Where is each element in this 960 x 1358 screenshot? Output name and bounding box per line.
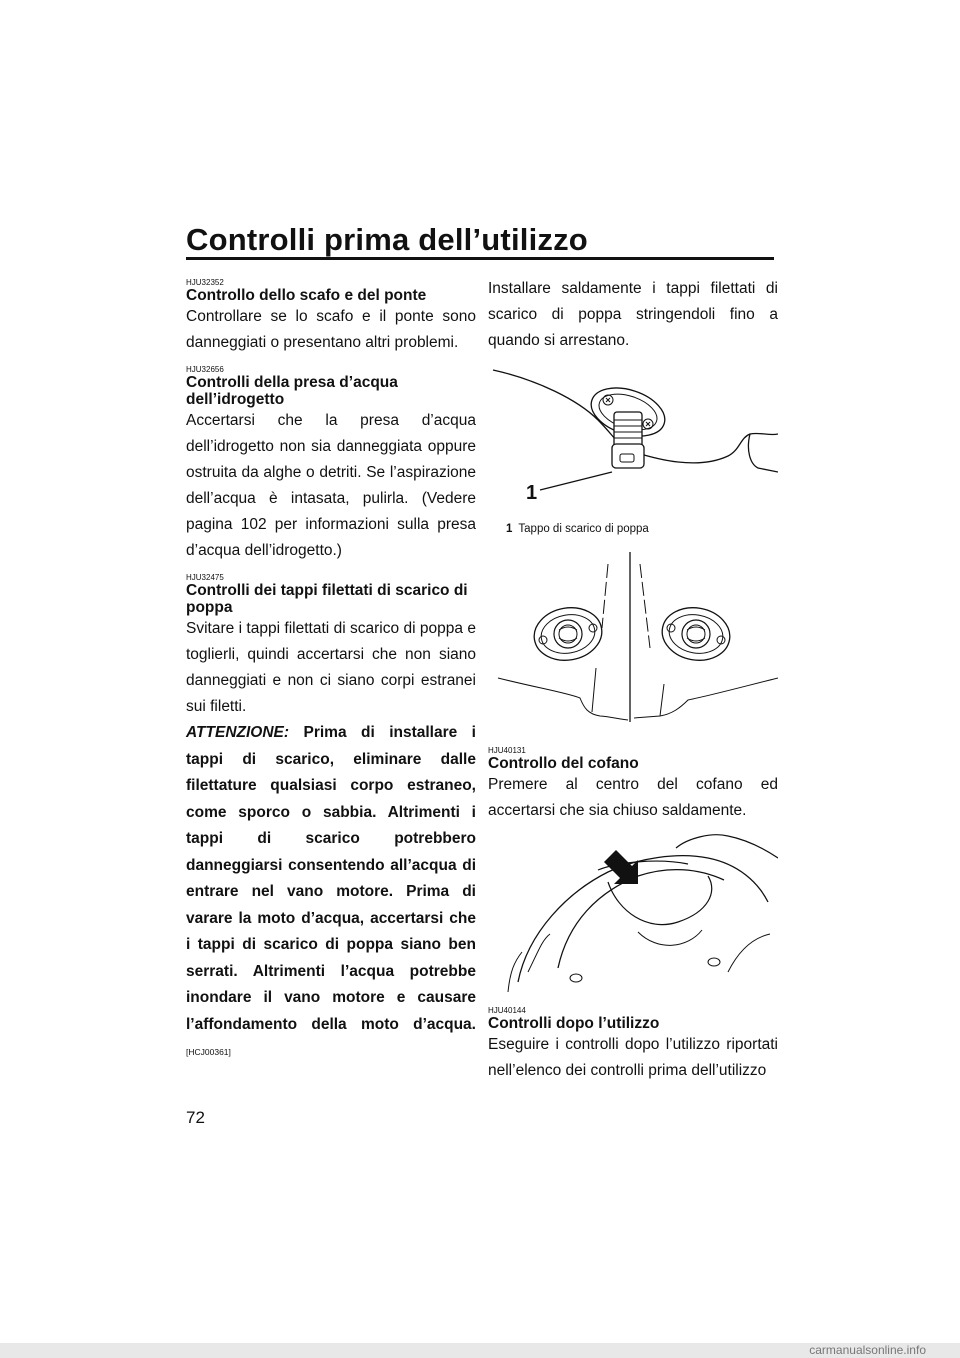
drain-plug-illustration <box>488 360 778 550</box>
section-jet-intake <box>186 365 476 564</box>
section-heading: Controlli della presa d’acqua dell’idrogetto <box>186 374 398 408</box>
page-number: 72 <box>186 1108 205 1127</box>
right-drain-plug-icon <box>658 602 734 665</box>
section-code: HJU40131 <box>488 746 526 755</box>
right-column <box>488 276 778 354</box>
caution-ref: [HCJ00361] <box>186 1047 231 1057</box>
section-heading: Controllo del cofano <box>488 755 639 772</box>
section-heading: Controlli dopo l’utilizzo <box>488 1015 660 1032</box>
section-body: Eseguire i controlli dopo l’utilizzo riportati nell’elenco dei controlli prima dell’utilizzo <box>488 1036 778 1079</box>
section-body: Accertarsi che la presa d’acqua dell’idrogetto non sia danneggiata oppure ostruita da alghe o detriti. Se l’aspirazione dell’acqua è intasata, pulirla. (Vedere pagina 102 per informazioni sulla presa d’acqua dell’idrogetto.) <box>186 412 476 559</box>
section-code: HJU40144 <box>488 1006 526 1015</box>
hood-press-illustration <box>488 822 778 992</box>
figure1-callout-number: 1 <box>526 482 538 504</box>
rear-drain-plugs-illustration <box>488 548 778 724</box>
section-hull-deck <box>186 278 476 356</box>
title-rule <box>186 257 774 260</box>
push-arrow-icon <box>604 850 638 884</box>
page-title: Controlli prima dell’utilizzo <box>186 222 588 257</box>
section-body: Premere al centro del cofano ed accertarsi che sia chiuso saldamente. <box>488 776 778 819</box>
watermark-text: carmanualsonline.info <box>809 1343 926 1357</box>
section-code: HJU32656 <box>186 365 224 374</box>
section-drain-plugs <box>186 573 476 1066</box>
caution-text: Prima di installare i tappi di scarico, eliminare dalle filettature qualsiasi corpo estraneo, come sporco o sabbia. Altrimenti i tappi di scarico potrebbero danneggiarsi consentendo all’acqua di entrare nel vano motore. Prima di varare la moto d’acqua, accertarsi che i tappi di scarico di poppa siano ben serrati. Altrimenti l’acqua potrebbe inondare il vano motore e causare l’affondamento della moto d’acqua. <box>186 724 476 1033</box>
caption-text: Tappo di scarico di poppa <box>518 523 649 535</box>
caution-lead: ATTENZIONE: <box>186 724 290 741</box>
caution-notice <box>186 720 476 1066</box>
section-hood-check <box>488 744 778 824</box>
figure1-caption <box>506 523 649 535</box>
intro-text: Installare saldamente i tappi filettati di scarico di poppa stringendoli fino a quando si arrestano. <box>488 280 778 349</box>
section-after-use <box>488 1004 778 1084</box>
section-code: HJU32475 <box>186 573 224 582</box>
caption-number: 1 <box>506 523 513 535</box>
left-column <box>186 276 476 1066</box>
section-heading: Controllo dello scafo e del ponte <box>186 287 427 304</box>
section-code: HJU32352 <box>186 278 224 287</box>
left-drain-plug-icon <box>530 602 606 665</box>
section-body: Controllare se lo scafo e il ponte sono danneggiati o presentano altri problemi. <box>186 308 476 351</box>
section-body: Svitare i tappi filettati di scarico di poppa e toglierli, quindi accertarsi che non siano danneggiati e non ci siano corpi estranei sui filetti. <box>186 620 476 715</box>
section-heading: Controlli dei tappi filettati di scarico di poppa <box>186 582 468 616</box>
